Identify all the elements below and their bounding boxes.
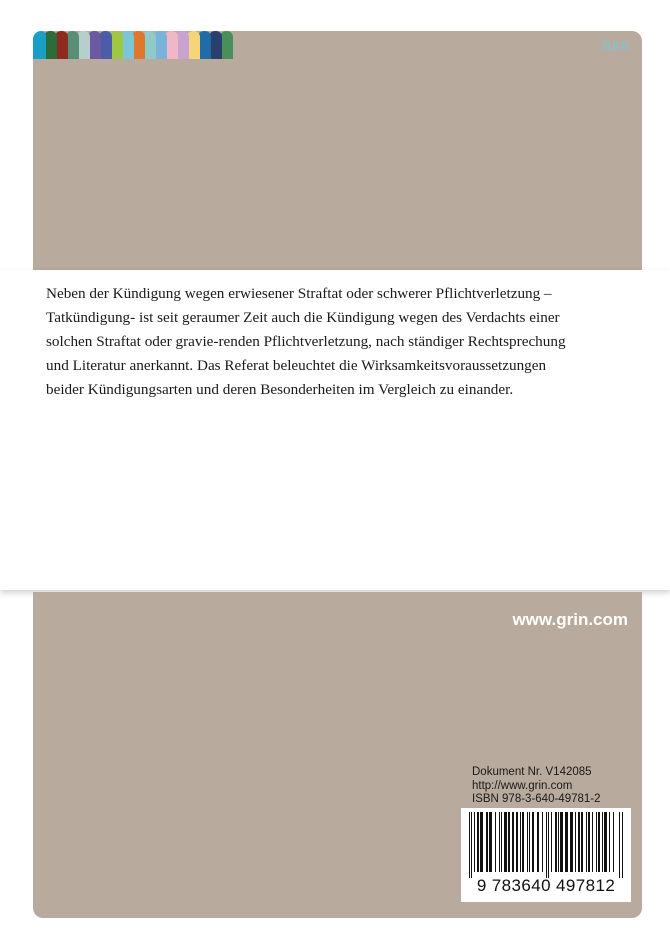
barcode-bar — [592, 812, 593, 872]
document-number: Dokument Nr. V142085 — [472, 766, 592, 778]
barcode-bar — [619, 812, 620, 878]
barcode-bar — [486, 812, 488, 872]
color-stripes — [33, 31, 231, 59]
barcode-bar — [508, 812, 510, 872]
barcode-bar — [604, 812, 607, 872]
abstract-text: Neben der Kündigung wegen erwiesener Straftat oder schwerer Pflichtverletzung –Tatkündigung- ist seit geraumer Zeit auch die Kündigung wegen des Verdachts einer solchen Straftat oder gravie-renden Pflichtverletzung, nach ständiger Rechtsprechung und Literatur anerkannt. Das Referat beleuchtet die Wirksamkeitsvoraussetzungen beider Kündigungsarten und deren Besonderheiten im Vergleich zu einander. — [46, 285, 566, 398]
barcode-bar — [558, 812, 559, 872]
barcode-bar — [512, 812, 514, 872]
barcode-bar — [529, 812, 530, 872]
barcode-bar — [537, 812, 539, 872]
category-label: Jura — [599, 37, 629, 54]
barcode-bar — [609, 812, 610, 872]
barcode-bar — [613, 812, 614, 872]
barcode-bar — [551, 812, 552, 872]
barcode-bar — [588, 812, 590, 872]
barcode-bar — [546, 812, 547, 878]
barcode-bar — [542, 812, 543, 872]
barcode-bar — [622, 812, 623, 878]
barcode-bar — [477, 812, 479, 872]
barcode-bar — [469, 812, 470, 878]
barcode-bar — [575, 812, 576, 872]
barcode-bar — [596, 812, 597, 872]
cover-top-panel — [33, 31, 642, 270]
barcode — [461, 808, 631, 902]
barcode-bar — [489, 812, 492, 872]
publisher-website[interactable]: www.grin.com — [512, 610, 628, 629]
barcode-bar — [516, 812, 518, 872]
barcode-bar — [581, 812, 583, 872]
barcode-bar — [495, 812, 496, 872]
barcode-bar — [532, 812, 534, 872]
barcode-bars — [467, 812, 625, 878]
barcode-bar — [504, 812, 507, 872]
barcode-bar — [560, 812, 563, 872]
isbn-number: ISBN 978-3-640-49781-2 — [472, 793, 601, 805]
document-info — [472, 766, 601, 807]
abstract-panel — [0, 270, 670, 590]
barcode-digits: 9 783640 497812 — [476, 876, 616, 895]
cover-bottom-panel — [33, 592, 642, 918]
document-url[interactable]: http://www.grin.com — [472, 779, 573, 792]
barcode-bar — [499, 812, 500, 872]
barcode-bar — [555, 812, 557, 872]
barcode-bar — [527, 812, 528, 872]
barcode-bar — [598, 812, 600, 872]
barcode-bar — [501, 812, 502, 872]
color-stripe — [33, 31, 46, 59]
barcode-bar — [565, 812, 568, 872]
barcode-bar — [602, 812, 603, 872]
barcode-bar — [471, 812, 472, 878]
barcode-bar — [520, 812, 521, 872]
barcode-bar — [480, 812, 483, 872]
barcode-bar — [474, 812, 475, 872]
barcode-bar — [586, 812, 587, 872]
barcode-bar — [548, 812, 549, 878]
barcode-bar — [578, 812, 580, 872]
barcode-bar — [522, 812, 524, 872]
barcode-bar — [570, 812, 573, 872]
